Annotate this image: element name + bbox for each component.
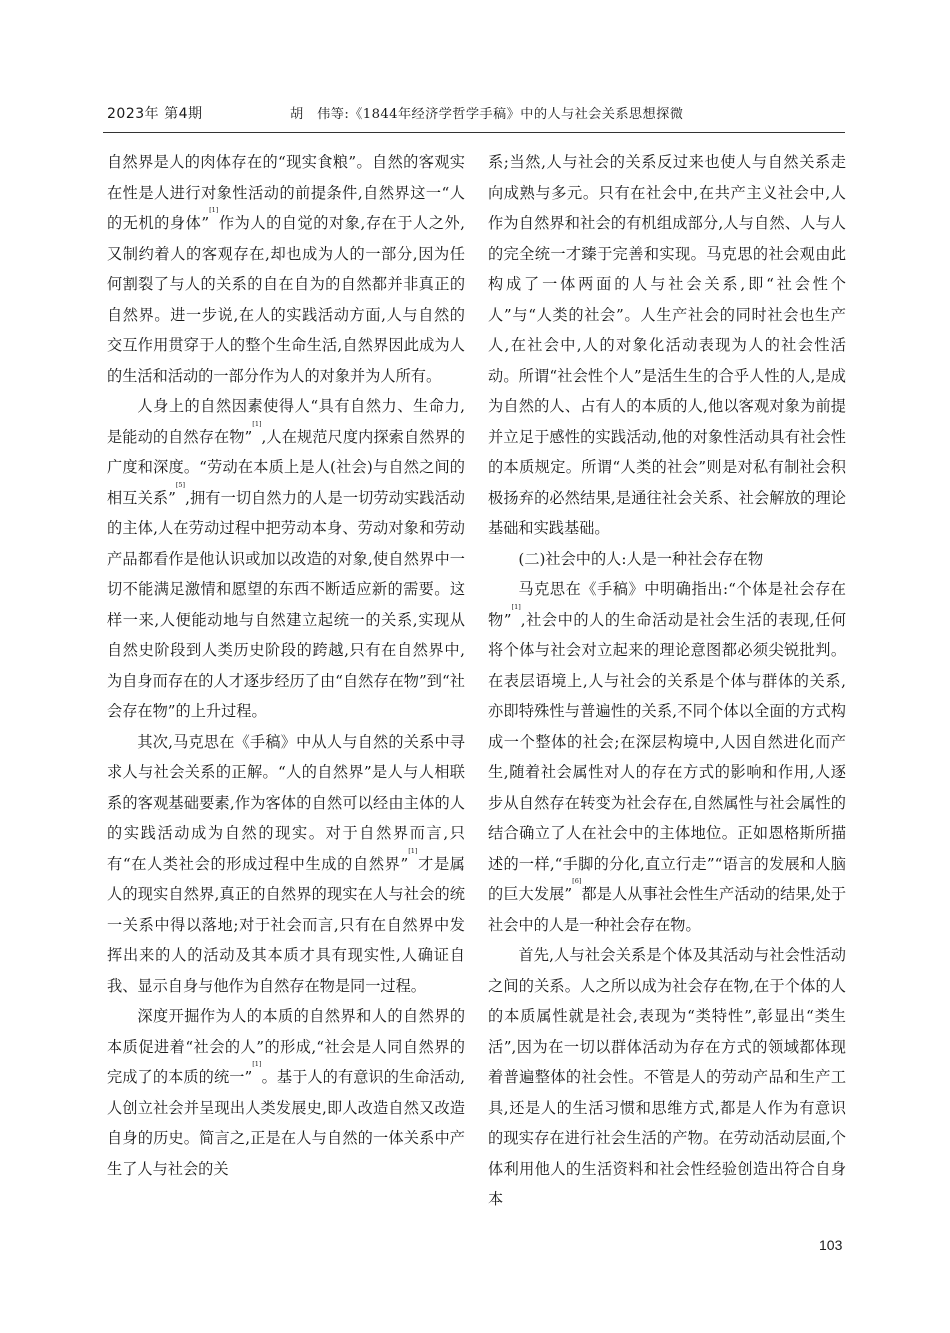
text-run: 马克思在《手稿》中明确指出:“个体是社会存在物” <box>488 580 846 629</box>
citation-ref: [6] <box>572 877 582 885</box>
text-run: 才是属人的现实自然界,真正的自然界的现实在人与社会的统一关系中得以落地;对于社会而言,只有在自然界中发挥出来的人的活动及其本质才具有现实性,人确证自我、显示自身与他作为自然存在物是同一过程。 <box>107 854 465 995</box>
right-column <box>488 147 846 1215</box>
page-number: 103 <box>819 1237 843 1253</box>
text-run: ,社会中的人的生命活动是社会生活的表现,任何将个体与社会对立起来的理论意图都必须尖锐批判。在表层语境上,人与社会的关系是个体与群体的关系,亦即特殊性与普遍性的关系,不同个体以全面的方式构成一个整体的社会;在深层构境中,人因自然进化而产生,随着社会属性对人的存在方式的影响和作用,人逐步从自然存在转变为社会存在,自然属性与社会属性的结合确立了人在社会中的主体地位。正如恩格斯所描述的一样,“手脚的分化,直立行走”“语言的发展和人脑的巨大发展” <box>488 610 847 903</box>
paragraph: 首先,人与社会关系是个体及其活动与社会性活动之间的关系。人之所以成为社会存在物,在于个体的人的本质属性就是社会,表现为“类特性”,彰显出“类生活”,因为在一切以群体活动为存在方式的领域都体现着普遍整体的社会性。不管是人的劳动产品和生产工具,还是人的生活习惯和思维方式,都是人作为有意识的现实存在进行社会生活的产物。在劳动活动层面,个体利用他人的生活资料和社会性经验创造出符合自身本 <box>488 946 846 1208</box>
text-run: 其次,马克思在《手稿》中从人与自然的关系中寻求人与社会关系的正解。“人的自然界”是人与人相联系的客观基础要素,作为客体的自然可以经由主体的人的实践活动成为自然的现实。对于自然界而言,只有“在人类社会的形成过程中生成的自然界” <box>107 732 465 873</box>
text-run: 。基于人的有意识的生命活动,人创立社会并呈现出人类发展史,即人改造自然又改造自身的历史。简言之,正是在人与自然的一体关系中产生了人与社会的关 <box>107 1068 466 1178</box>
text-run: 人身上的自然因素使得人“具有自然力、生命力,是能动的自然存在物” <box>107 397 465 446</box>
citation-ref: [1] <box>209 206 219 214</box>
header-rule <box>103 132 845 133</box>
citation-ref: [1] <box>252 419 262 428</box>
text-run: 自然界是人的肉体存在的“现实食粮”。自然的客观实在性是人进行对象性活动的前提条件,自然界这一“人的无机的身体” <box>107 153 465 232</box>
left-column <box>107 147 465 1184</box>
paragraph <box>488 574 846 940</box>
paragraph <box>107 391 465 727</box>
paragraph: 系;当然,人与社会的关系反过来也使人与自然关系走向成熟与多元。只有在社会中,在共产主义社会中,人作为自然界和社会的有机组成部分,人与自然、人与人的完全统一才臻于完善和实现。马克思的社会观由此构成了一体两面的人与社会关系,即“社会性个人”与“人类的社会”。人生产社会的同时社会也生产人,在社会中,人的对象化活动表现为人的社会性活动。所谓“社会性个人”是活生生的合乎人性的人,是成为自然的人、占有人的本质的人,他以客观对象为前提并立足于感性的实践活动,他的对象性活动具有社会性的本质规定。所谓“人类的社会”则是对私有制社会积极扬弃的必然结果,是通往社会关系、社会解放的理论基础和实践基础。 <box>488 153 846 537</box>
text-run: ,人在规范尺度内探索自然界的广度和深度。“劳动在本质上是人(社会)与自然之间的相互关系” <box>107 427 465 507</box>
citation-ref: [5] <box>175 480 186 489</box>
text-run: 作为人的自觉的对象,存在于人之外,又制约着人的客观存在,却也成为人的一部分,因为任何割裂了与人的关系的自在自为的自然都并非真正的自然界。进一步说,在人的实践活动方面,人与自然的交互作用贯穿于人的整个生命生活,自然界因此成为人的生活和活动的一部分作为人的对象并为人所有。 <box>107 214 466 385</box>
text-run: 都是人从事社会性生产活动的结果,处于社会中的人是一种社会存在物。 <box>488 885 847 934</box>
running-title: 胡 伟等:《1844年经济学哲学手稿》中的人与社会关系思想探微 <box>290 107 684 122</box>
text-run: 深度开掘作为人的本质的自然界和人的自然界的本质促进着“社会的人”的形成,“社会是人同自然界的完成了的本质的统一” <box>107 1007 465 1086</box>
text-run: ,拥有一切自然力的人是一切劳动实践活动的主体,人在劳动过程中把劳动本身、劳动对象和劳动产品都看作是他认识或加以改造的对象,使自然界中一切不能满足激情和愿望的东西不断适应新的需要。这样一来,人便能动地与自然建立起统一的关系,实现从自然史阶段到人类历史阶段的跨越,只有在自然界中,为自身而存在的人才逐步经历了由“自然存在物”到“社会存在物”的上升过程。 <box>107 488 465 720</box>
journal-issue: 2023年 第4期 <box>107 106 203 122</box>
citation-ref: [1] <box>511 602 521 611</box>
paragraph <box>107 727 465 1002</box>
section-heading: (二)社会中的人:人是一种社会存在物 <box>518 549 764 568</box>
citation-ref: [1] <box>408 846 418 855</box>
citation-ref: [1] <box>252 1060 262 1068</box>
paragraph <box>107 147 465 391</box>
paragraph <box>107 1001 465 1184</box>
